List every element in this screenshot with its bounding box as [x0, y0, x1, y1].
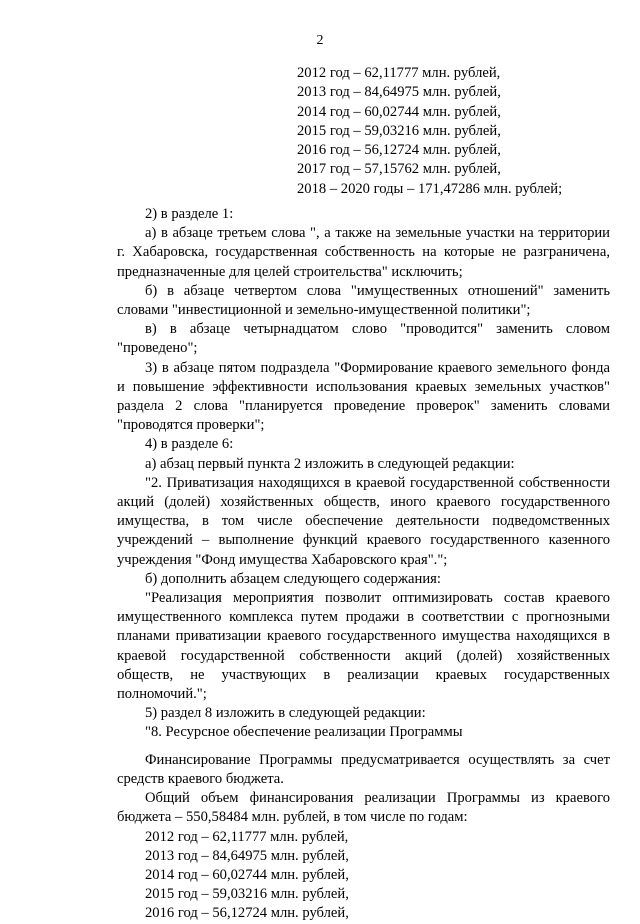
paragraph: а) абзац первый пункта 2 изложить в следующей редакции:: [145, 455, 515, 472]
list-item: 2015 год – 59,03216 млн. рублей,: [145, 886, 349, 903]
paragraph: 5) раздел 8 изложить в следующей редакции:: [145, 705, 426, 722]
document-body: [117, 205, 610, 924]
list-item: 2016 год – 56,12724 млн. рублей,: [297, 142, 501, 159]
list-item: 2013 год – 84,64975 млн. рублей,: [145, 847, 349, 864]
paragraph: 2) в разделе 1:: [145, 206, 234, 222]
list-item: 2015 год – 59,03216 млн. рублей,: [297, 122, 501, 139]
paragraph: Общий объем финансирования реализации Программы из краевого бюджета – 550,58484 млн. рублей, в том числе по годам:: [117, 790, 610, 826]
list-item: 2014 год – 60,02744 млн. рублей,: [297, 103, 501, 120]
funding-by-year-list: [297, 64, 562, 199]
section-heading: "8. Ресурсное обеспечение реализации Программы: [145, 724, 463, 741]
list-item: 2018 – 2020 годы – 171,47286 млн. рублей;: [297, 180, 563, 197]
paragraph: 3) в абзаце пятом подраздела "Формирование краевого земельного фонда и повышение эффективности использования краевых земельных участков" раздела 2 слова "планируется проведение проверок" заменить словами "проводятся проверки";: [117, 359, 610, 434]
list-item: 2016 год – 56,12724 млн. рублей,: [145, 905, 349, 922]
list-item: 2017 год – 57,15762 млн. рублей,: [297, 161, 501, 178]
paragraph: "Реализация мероприятия позволит оптимизировать состав краевого имущественного комплекса путем продажи в соответствии с прогнозными планами приватизации краевого государственного имущества находящихся в краевой государственной собственности акций (долей) хозяйственных обществ, не участвующих в реализации краевых государственных полномочий.";: [117, 590, 610, 703]
paragraph: б) в абзаце четвертом слова "имущественных отношений" заменить словами "инвестиционной и земельно-имущественной политики";: [117, 282, 610, 319]
paragraph: в) в абзаце четырнадцатом слово "проводится" заменить словом "проведено";: [117, 321, 610, 357]
paragraph: Финансирование Программы предусматривается осуществлять за счет средств краевого бюджета.: [117, 751, 610, 787]
paragraph: "2. Приватизация находящихся в краевой государственной собственности акций (долей) хозяйственных обществ, иного краевого государственного имущества, в том числе обеспечение деятельности подведомственных учреждений – выполнение функций краевого государственного казенного учреждения "Фонд имущества Хабаровского края".";: [117, 474, 610, 568]
list-item: 2012 год – 62,11777 млн. рублей,: [145, 828, 349, 845]
paragraph: б) дополнить абзацем следующего содержания:: [145, 570, 441, 587]
list-item: 2012 год – 62,11777 млн. рублей,: [297, 65, 501, 81]
paragraph: а) в абзаце третьем слова ", а также на земельные участки на территории г. Хабаровска, государственная собственность на которые не разграничена, предназначенные для целей строительства" исключить;: [117, 225, 610, 280]
paragraph: 4) в разделе 6:: [145, 436, 234, 453]
list-item: 2014 год – 60,02744 млн. рублей,: [145, 866, 349, 883]
page-number: 2: [316, 33, 324, 48]
list-item: 2013 год – 84,64975 млн. рублей,: [297, 84, 501, 101]
